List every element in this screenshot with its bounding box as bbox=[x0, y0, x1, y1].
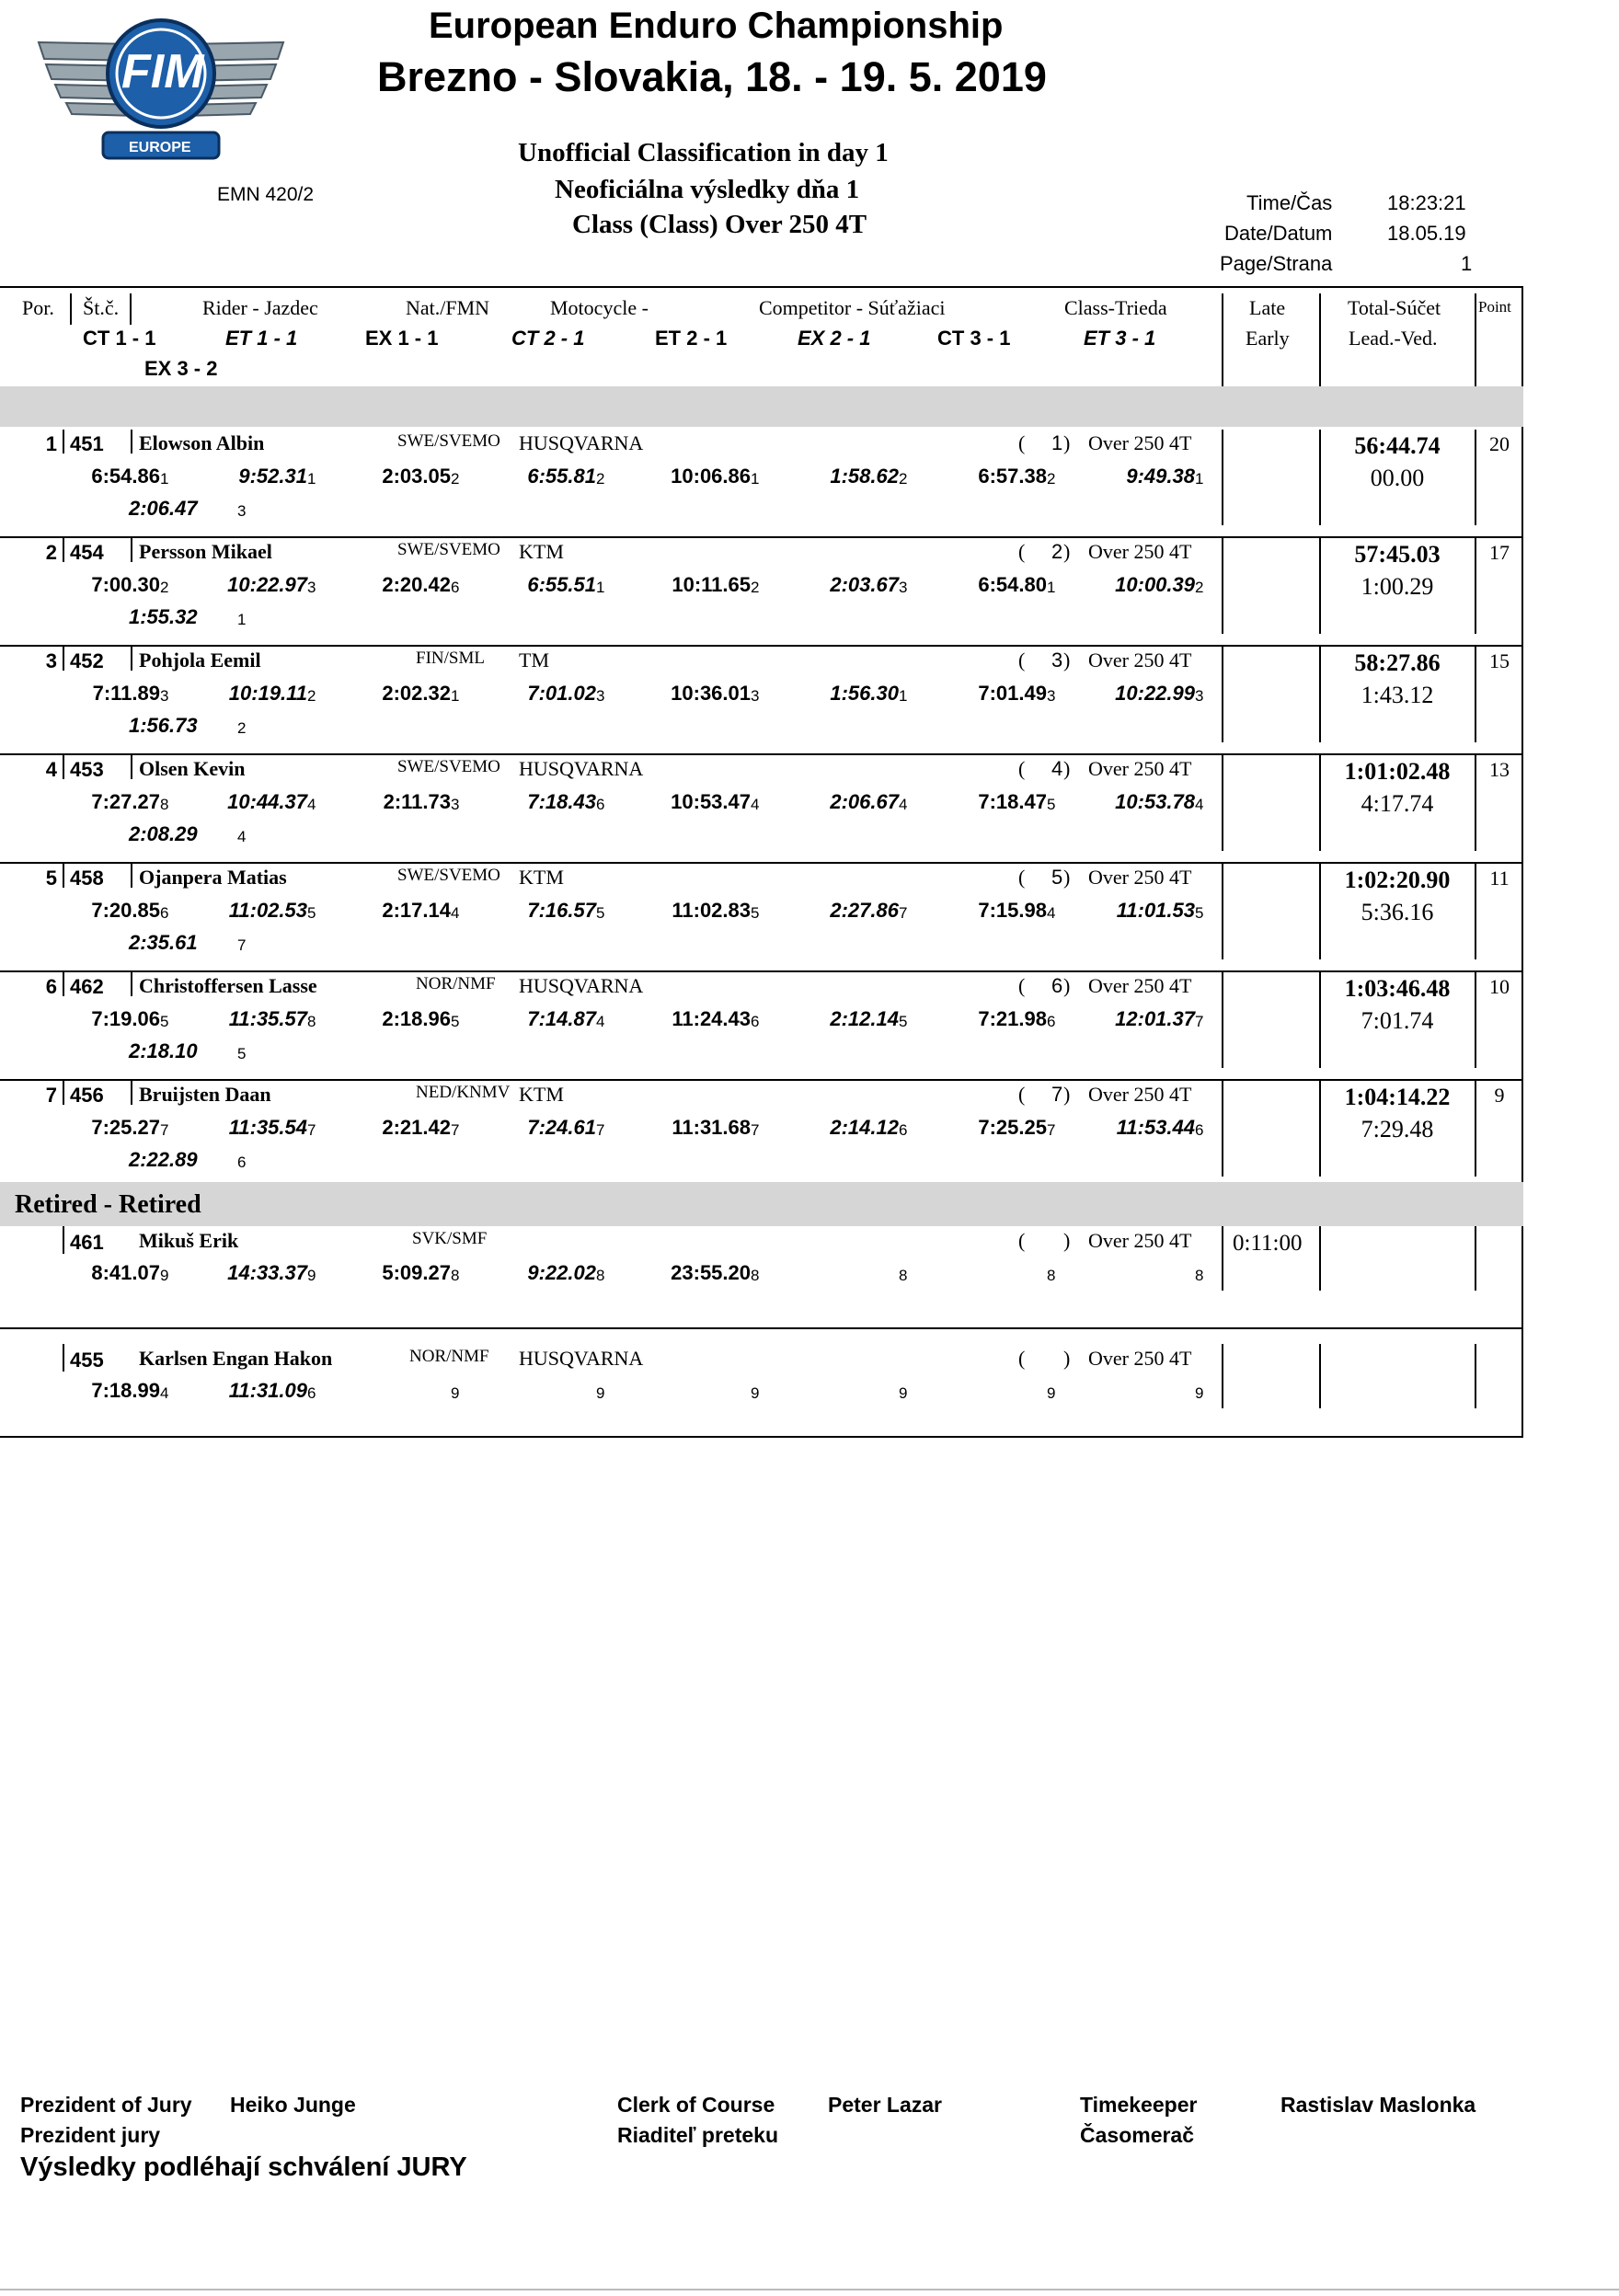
start-number: 462 bbox=[70, 975, 104, 998]
test-rank: 9 bbox=[307, 1267, 316, 1284]
nationality: SVK/SMF bbox=[412, 1229, 488, 1248]
test-rank: 8 bbox=[751, 1267, 760, 1284]
test-time: 2:14.12 bbox=[830, 1116, 899, 1139]
class-rank: 7 bbox=[1051, 1083, 1063, 1106]
motorcycle: TM bbox=[519, 649, 549, 672]
rider-name: Olsen Kevin bbox=[139, 757, 246, 780]
class-rank: 4 bbox=[1051, 757, 1063, 780]
points: 17 bbox=[1489, 541, 1510, 564]
test-time: 2:21.42 bbox=[382, 1116, 451, 1139]
col-competitor: Competitor - Súťažiaci bbox=[759, 296, 946, 319]
test-rank: 2 bbox=[451, 470, 460, 488]
col-stc: Št.č. bbox=[83, 296, 120, 319]
class-rank-open: ( bbox=[1018, 1229, 1026, 1252]
class-rank-close: ) bbox=[1063, 1083, 1071, 1106]
test-time: 2:06.47 bbox=[129, 497, 198, 520]
test-rank: 1 bbox=[1047, 579, 1056, 596]
class-rank: 1 bbox=[1051, 431, 1063, 454]
test-rank: 5 bbox=[751, 904, 760, 922]
test-time: 1:58.62 bbox=[830, 465, 899, 488]
position: 7 bbox=[45, 1084, 57, 1107]
test-rank: 6 bbox=[451, 579, 460, 596]
test-time: 2:22.89 bbox=[129, 1148, 198, 1171]
test-time: 6:54.80 bbox=[978, 573, 1047, 596]
test-rank: 3 bbox=[1047, 687, 1056, 705]
motorcycle: HUSQVARNA bbox=[519, 974, 644, 997]
test-rank: 4 bbox=[1195, 796, 1204, 813]
total-time: 1:02:20.90 bbox=[1344, 867, 1451, 893]
points: 10 bbox=[1489, 975, 1510, 998]
test-rank: 3 bbox=[451, 796, 460, 813]
lead-gap: 1:00.29 bbox=[1361, 573, 1434, 600]
test-time: 2:08.29 bbox=[129, 822, 198, 845]
class-rank-open: ( bbox=[1018, 866, 1026, 889]
position: 6 bbox=[45, 975, 57, 998]
col-point: Point bbox=[1478, 298, 1511, 316]
test-rank: 2 bbox=[596, 470, 605, 488]
class-name: Over 250 4T bbox=[1088, 540, 1192, 563]
class-rank: 6 bbox=[1051, 974, 1063, 997]
subtitle-class: Class (Class) Over 250 4T bbox=[572, 210, 867, 239]
lead-gap: 7:01.74 bbox=[1361, 1007, 1434, 1034]
test-time: 14:33.37 bbox=[227, 1261, 307, 1284]
test-time: 10:53.47 bbox=[671, 790, 751, 813]
test-time: 10:36.01 bbox=[671, 682, 751, 705]
test-rank: 9 bbox=[899, 1384, 908, 1402]
class-rank-open: ( bbox=[1018, 1083, 1026, 1106]
class-rank-close: ) bbox=[1063, 1229, 1071, 1252]
total-time: 58:27.86 bbox=[1354, 649, 1441, 676]
nationality: SWE/SVEMO bbox=[397, 866, 500, 885]
test-time: 10:00.39 bbox=[1115, 573, 1195, 596]
test-rank: 8 bbox=[451, 1267, 460, 1284]
test-rank: 6 bbox=[596, 796, 605, 813]
test-rank: 9 bbox=[1195, 1384, 1204, 1402]
col-test-8: ET 3 - 1 bbox=[1084, 327, 1156, 350]
test-time: 9:49.38 bbox=[1126, 465, 1195, 488]
test-rank: 4 bbox=[237, 828, 247, 845]
test-rank: 8 bbox=[1047, 1267, 1056, 1284]
test-rank: 8 bbox=[899, 1267, 908, 1284]
test-rank: 3 bbox=[237, 502, 247, 520]
test-time: 7:11.89 bbox=[92, 682, 160, 705]
test-rank: 1 bbox=[596, 579, 605, 596]
position: 1 bbox=[45, 432, 57, 455]
test-rank: 4 bbox=[899, 796, 908, 813]
test-time: 2:18.10 bbox=[129, 1039, 198, 1062]
motorcycle: KTM bbox=[519, 1083, 564, 1106]
motorcycle: HUSQVARNA bbox=[519, 1347, 644, 1370]
test-time: 7:16.57 bbox=[527, 899, 596, 922]
test-rank: 1 bbox=[899, 687, 908, 705]
class-name: Over 250 4T bbox=[1088, 974, 1192, 997]
test-rank: 7 bbox=[1195, 1013, 1204, 1030]
late-early: 0:11:00 bbox=[1233, 1231, 1303, 1256]
test-rank: 5 bbox=[160, 1013, 169, 1030]
nationality: NOR/NMF bbox=[416, 974, 496, 993]
col-class: Class-Trieda bbox=[1064, 296, 1167, 319]
timekeeper-label: Timekeeper bbox=[1080, 2093, 1198, 2117]
start-number: 456 bbox=[70, 1084, 104, 1107]
test-time: 5:09.27 bbox=[382, 1261, 451, 1284]
jury-label: Prezident of Jury bbox=[20, 2093, 192, 2117]
class-rank-open: ( bbox=[1018, 431, 1026, 454]
motorcycle: KTM bbox=[519, 866, 564, 889]
rider-name: Pohjola Eemil bbox=[139, 649, 261, 672]
logo-text: FIM bbox=[121, 45, 204, 98]
test-rank: 9 bbox=[160, 1267, 169, 1284]
lead-gap: 1:43.12 bbox=[1361, 682, 1434, 708]
date-value: 18.05.19 bbox=[1387, 222, 1466, 245]
test-time: 11:01.53 bbox=[1116, 899, 1195, 922]
test-rank: 5 bbox=[596, 904, 605, 922]
col-test-5: ET 2 - 1 bbox=[655, 327, 728, 350]
col-test-6: EX 2 - 1 bbox=[798, 327, 871, 350]
test-time: 7:14.87 bbox=[527, 1007, 596, 1030]
test-time: 7:01.49 bbox=[978, 682, 1047, 705]
class-rank-open: ( bbox=[1018, 1347, 1026, 1370]
test-time: 11:24.43 bbox=[672, 1007, 751, 1030]
position: 3 bbox=[45, 649, 57, 672]
points: 15 bbox=[1489, 649, 1510, 672]
class-name: Over 250 4T bbox=[1088, 1347, 1192, 1370]
test-rank: 4 bbox=[451, 904, 460, 922]
class-name: Over 250 4T bbox=[1088, 1229, 1192, 1252]
test-time: 7:00.30 bbox=[91, 573, 160, 596]
col-test-4: CT 2 - 1 bbox=[511, 327, 585, 350]
subtitle-sk: Neoficiálna výsledky dňa 1 bbox=[555, 175, 860, 204]
test-time: 7:18.47 bbox=[978, 790, 1047, 813]
test-time: 10:44.37 bbox=[227, 790, 307, 813]
points: 11 bbox=[1489, 867, 1510, 890]
test-time: 6:55.81 bbox=[527, 465, 596, 488]
test-rank: 9 bbox=[596, 1384, 605, 1402]
retired-label: Retired - Retired bbox=[15, 1190, 201, 1219]
class-name: Over 250 4T bbox=[1088, 866, 1192, 889]
test-time: 10:22.99 bbox=[1115, 682, 1195, 705]
col-lead: Lead.-Ved. bbox=[1349, 327, 1438, 350]
points: 20 bbox=[1489, 432, 1510, 455]
rider-name: Karlsen Engan Hakon bbox=[139, 1347, 333, 1370]
rider-name: Mikuš Erik bbox=[139, 1229, 239, 1252]
test-rank: 8 bbox=[307, 1013, 316, 1030]
start-number: 452 bbox=[70, 649, 104, 672]
rider-name: Bruijsten Daan bbox=[139, 1083, 271, 1106]
test-time: 11:31.09 bbox=[228, 1379, 307, 1402]
class-rank: 5 bbox=[1051, 866, 1063, 889]
test-time: 9:22.02 bbox=[527, 1261, 596, 1284]
clerk-label: Clerk of Course bbox=[617, 2093, 775, 2117]
test-time: 2:06.67 bbox=[830, 790, 899, 813]
test-time: 2:03.05 bbox=[382, 465, 451, 488]
test-rank: 1 bbox=[751, 470, 760, 488]
fim-europe-logo bbox=[31, 7, 291, 164]
test-time: 11:02.53 bbox=[228, 899, 307, 922]
date-label: Date/Datum bbox=[1224, 222, 1333, 245]
class-rank-close: ) bbox=[1063, 431, 1071, 454]
test-time: 7:27.27 bbox=[91, 790, 160, 813]
test-time: 7:19.06 bbox=[91, 1007, 160, 1030]
timekeeper-name: Rastislav Maslonka bbox=[1280, 2093, 1476, 2117]
test-time: 1:55.32 bbox=[129, 605, 198, 628]
test-rank: 3 bbox=[1195, 687, 1204, 705]
test-time: 8:41.07 bbox=[91, 1261, 160, 1284]
class-rank-close: ) bbox=[1063, 649, 1071, 672]
jury-label-sk: Prezident jury bbox=[20, 2123, 161, 2147]
start-number: 461 bbox=[70, 1231, 104, 1254]
col-test-9: EX 3 - 2 bbox=[144, 357, 218, 380]
test-rank: 1 bbox=[307, 470, 316, 488]
test-time: 7:15.98 bbox=[978, 899, 1047, 922]
test-rank: 8 bbox=[596, 1267, 605, 1284]
rider-name: Ojanpera Matias bbox=[139, 866, 287, 889]
col-total: Total-Súčet bbox=[1348, 296, 1441, 319]
test-time: 7:24.61 bbox=[527, 1116, 596, 1139]
test-rank: 1 bbox=[1195, 470, 1204, 488]
total-time: 57:45.03 bbox=[1354, 541, 1441, 568]
test-rank: 5 bbox=[451, 1013, 460, 1030]
time-label: Time/Čas bbox=[1246, 191, 1333, 214]
test-rank: 6 bbox=[1195, 1121, 1204, 1139]
class-rank-open: ( bbox=[1018, 757, 1026, 780]
class-name: Over 250 4T bbox=[1088, 431, 1192, 454]
rider-name: Christoffersen Lasse bbox=[139, 974, 317, 997]
jury-name: Heiko Junge bbox=[230, 2093, 356, 2117]
test-rank: 2 bbox=[751, 579, 760, 596]
clerk-name: Peter Lazar bbox=[828, 2093, 943, 2117]
col-rider: Rider - Jazdec bbox=[202, 296, 318, 319]
lead-gap: 4:17.74 bbox=[1361, 790, 1434, 817]
class-rank-open: ( bbox=[1018, 974, 1026, 997]
total-time: 1:01:02.48 bbox=[1344, 758, 1451, 785]
test-rank: 7 bbox=[751, 1121, 760, 1139]
test-rank: 5 bbox=[1195, 904, 1204, 922]
class-rank-close: ) bbox=[1063, 974, 1071, 997]
test-time: 10:19.11 bbox=[228, 682, 307, 705]
class-name: Over 250 4T bbox=[1088, 1083, 1192, 1106]
test-time: 7:01.02 bbox=[527, 682, 596, 705]
test-time: 2:02.32 bbox=[382, 682, 451, 705]
col-test-7: CT 3 - 1 bbox=[937, 327, 1011, 350]
test-time: 2:35.61 bbox=[129, 931, 198, 954]
test-time: 7:18.43 bbox=[527, 790, 596, 813]
page-value: 1 bbox=[1461, 252, 1473, 275]
col-test-1: CT 1 - 1 bbox=[83, 327, 156, 350]
rider-name: Elowson Albin bbox=[139, 431, 265, 454]
test-rank: 5 bbox=[899, 1013, 908, 1030]
test-time: 10:53.78 bbox=[1115, 790, 1195, 813]
test-rank: 3 bbox=[899, 579, 908, 596]
test-time: 6:54.86 bbox=[91, 465, 160, 488]
nationality: NED/KNMV bbox=[416, 1083, 511, 1102]
test-rank: 2 bbox=[307, 687, 316, 705]
class-rank-close: ) bbox=[1063, 757, 1071, 780]
test-rank: 2 bbox=[160, 579, 169, 596]
approval-note: Výsledky podléhají schválení JURY bbox=[20, 2152, 467, 2182]
col-test-2: ET 1 - 1 bbox=[225, 327, 298, 350]
test-rank: 6 bbox=[899, 1121, 908, 1139]
test-rank: 5 bbox=[307, 904, 316, 922]
nationality: SWE/SVEMO bbox=[397, 540, 500, 559]
col-early: Early bbox=[1246, 327, 1290, 350]
test-time: 12:01.37 bbox=[1115, 1007, 1195, 1030]
test-time: 2:20.42 bbox=[382, 573, 451, 596]
test-time: 7:25.27 bbox=[91, 1116, 160, 1139]
start-number: 455 bbox=[70, 1349, 104, 1372]
position: 2 bbox=[45, 541, 57, 564]
class-rank-close: ) bbox=[1063, 1347, 1071, 1370]
retired-band bbox=[0, 1182, 1523, 1226]
test-time: 9:52.31 bbox=[238, 465, 307, 488]
class-name: Over 250 4T bbox=[1088, 757, 1192, 780]
points: 13 bbox=[1489, 758, 1510, 781]
test-time: 2:12.14 bbox=[830, 1007, 899, 1030]
nationality: SWE/SVEMO bbox=[397, 757, 500, 776]
test-rank: 4 bbox=[160, 1384, 169, 1402]
page-bottom-rule bbox=[0, 2289, 1619, 2290]
test-time: 2:03.67 bbox=[830, 573, 899, 596]
logo-subtext: EUROPE bbox=[129, 140, 191, 155]
position: 5 bbox=[45, 867, 57, 890]
test-time: 2:11.73 bbox=[383, 790, 451, 813]
test-rank: 6 bbox=[1047, 1013, 1056, 1030]
test-time: 11:31.68 bbox=[672, 1116, 751, 1139]
page-label: Page/Strana bbox=[1220, 252, 1333, 275]
test-time: 11:35.54 bbox=[228, 1116, 307, 1139]
test-time: 2:18.96 bbox=[382, 1007, 451, 1030]
col-por: Por. bbox=[22, 296, 54, 319]
subtitle-en: Unofficial Classification in day 1 bbox=[518, 138, 889, 167]
class-rank-open: ( bbox=[1018, 540, 1026, 563]
col-moto: Motocycle - bbox=[550, 296, 649, 319]
col-late: Late bbox=[1249, 296, 1286, 319]
time-value: 18:23:21 bbox=[1387, 191, 1466, 214]
test-rank: 7 bbox=[160, 1121, 169, 1139]
test-rank: 7 bbox=[596, 1121, 605, 1139]
class-rank-open: ( bbox=[1018, 649, 1026, 672]
class-rank: 3 bbox=[1051, 649, 1063, 672]
class-name: Over 250 4T bbox=[1088, 649, 1192, 672]
test-rank: 8 bbox=[160, 796, 169, 813]
test-time: 6:55.51 bbox=[527, 573, 596, 596]
motorcycle: HUSQVARNA bbox=[519, 757, 644, 780]
test-rank: 9 bbox=[1047, 1384, 1056, 1402]
event-title: European Enduro Championship bbox=[429, 6, 1004, 46]
class-rank: 2 bbox=[1051, 540, 1063, 563]
class-rank-close: ) bbox=[1063, 540, 1071, 563]
clerk-label-sk: Riaditeľ preteku bbox=[617, 2123, 779, 2147]
test-rank: 3 bbox=[751, 687, 760, 705]
nationality: NOR/NMF bbox=[409, 1347, 489, 1366]
test-rank: 8 bbox=[1195, 1267, 1204, 1284]
test-rank: 2 bbox=[1195, 579, 1204, 596]
test-rank: 1 bbox=[237, 611, 247, 628]
test-time: 11:53.44 bbox=[1116, 1116, 1195, 1139]
motorcycle: HUSQVARNA bbox=[519, 431, 644, 454]
test-rank: 7 bbox=[899, 904, 908, 922]
timekeeper-label-sk: Časomerač bbox=[1080, 2123, 1195, 2147]
test-time: 7:20.85 bbox=[91, 899, 160, 922]
total-time: 1:03:46.48 bbox=[1344, 975, 1451, 1002]
test-rank: 6 bbox=[307, 1384, 316, 1402]
motorcycle: KTM bbox=[519, 540, 564, 563]
test-time: 7:21.98 bbox=[978, 1007, 1047, 1030]
position: 4 bbox=[45, 758, 57, 781]
test-time: 23:55.20 bbox=[671, 1261, 751, 1284]
test-rank: 4 bbox=[751, 796, 760, 813]
test-time: 1:56.30 bbox=[830, 682, 899, 705]
start-number: 451 bbox=[70, 432, 104, 455]
test-time: 1:56.73 bbox=[129, 714, 198, 737]
test-time: 10:06.86 bbox=[671, 465, 751, 488]
test-rank: 4 bbox=[307, 796, 316, 813]
test-time: 11:35.57 bbox=[228, 1007, 307, 1030]
start-number: 458 bbox=[70, 867, 104, 890]
test-rank: 9 bbox=[751, 1384, 760, 1402]
event-location-date: Brezno - Slovakia, 18. - 19. 5. 2019 bbox=[377, 53, 1047, 100]
points: 9 bbox=[1494, 1084, 1505, 1107]
test-rank: 4 bbox=[1047, 904, 1056, 922]
test-time: 7:18.99 bbox=[91, 1379, 160, 1402]
start-number: 454 bbox=[70, 541, 104, 564]
test-rank: 7 bbox=[451, 1121, 460, 1139]
test-rank: 5 bbox=[1047, 796, 1056, 813]
test-rank: 6 bbox=[751, 1013, 760, 1030]
total-time: 56:44.74 bbox=[1354, 432, 1441, 459]
start-number: 453 bbox=[70, 758, 104, 781]
test-rank: 9 bbox=[451, 1384, 460, 1402]
test-rank: 2 bbox=[899, 470, 908, 488]
test-rank: 2 bbox=[1047, 470, 1056, 488]
total-time: 1:04:14.22 bbox=[1344, 1084, 1451, 1110]
test-rank: 3 bbox=[596, 687, 605, 705]
col-nat: Nat./FMN bbox=[406, 296, 490, 319]
test-time: 2:17.14 bbox=[382, 899, 451, 922]
rider-name: Persson Mikael bbox=[139, 540, 272, 563]
class-rank-close: ) bbox=[1063, 866, 1071, 889]
test-rank: 6 bbox=[160, 904, 169, 922]
nationality: FIN/SML bbox=[416, 649, 485, 668]
test-time: 10:22.97 bbox=[227, 573, 307, 596]
lead-gap: 7:29.48 bbox=[1361, 1116, 1434, 1142]
test-rank: 7 bbox=[307, 1121, 316, 1139]
test-time: 2:27.86 bbox=[830, 899, 899, 922]
test-rank: 5 bbox=[237, 1045, 247, 1062]
lead-gap: 00.00 bbox=[1370, 465, 1425, 491]
col-test-3: EX 1 - 1 bbox=[365, 327, 439, 350]
test-rank: 6 bbox=[237, 1154, 247, 1171]
lead-gap: 5:36.16 bbox=[1361, 899, 1434, 925]
test-time: 7:25.25 bbox=[978, 1116, 1047, 1139]
test-time: 10:11.65 bbox=[672, 573, 751, 596]
test-rank: 3 bbox=[160, 687, 169, 705]
test-rank: 4 bbox=[596, 1013, 605, 1030]
emn-code: EMN 420/2 bbox=[217, 184, 315, 205]
test-rank: 7 bbox=[1047, 1121, 1056, 1139]
test-rank: 3 bbox=[307, 579, 316, 596]
nationality: SWE/SVEMO bbox=[397, 431, 500, 451]
test-rank: 7 bbox=[237, 936, 247, 954]
test-rank: 1 bbox=[160, 470, 169, 488]
test-rank: 1 bbox=[451, 687, 460, 705]
test-time: 6:57.38 bbox=[978, 465, 1047, 488]
test-time: 11:02.83 bbox=[672, 899, 751, 922]
test-rank: 2 bbox=[237, 719, 247, 737]
